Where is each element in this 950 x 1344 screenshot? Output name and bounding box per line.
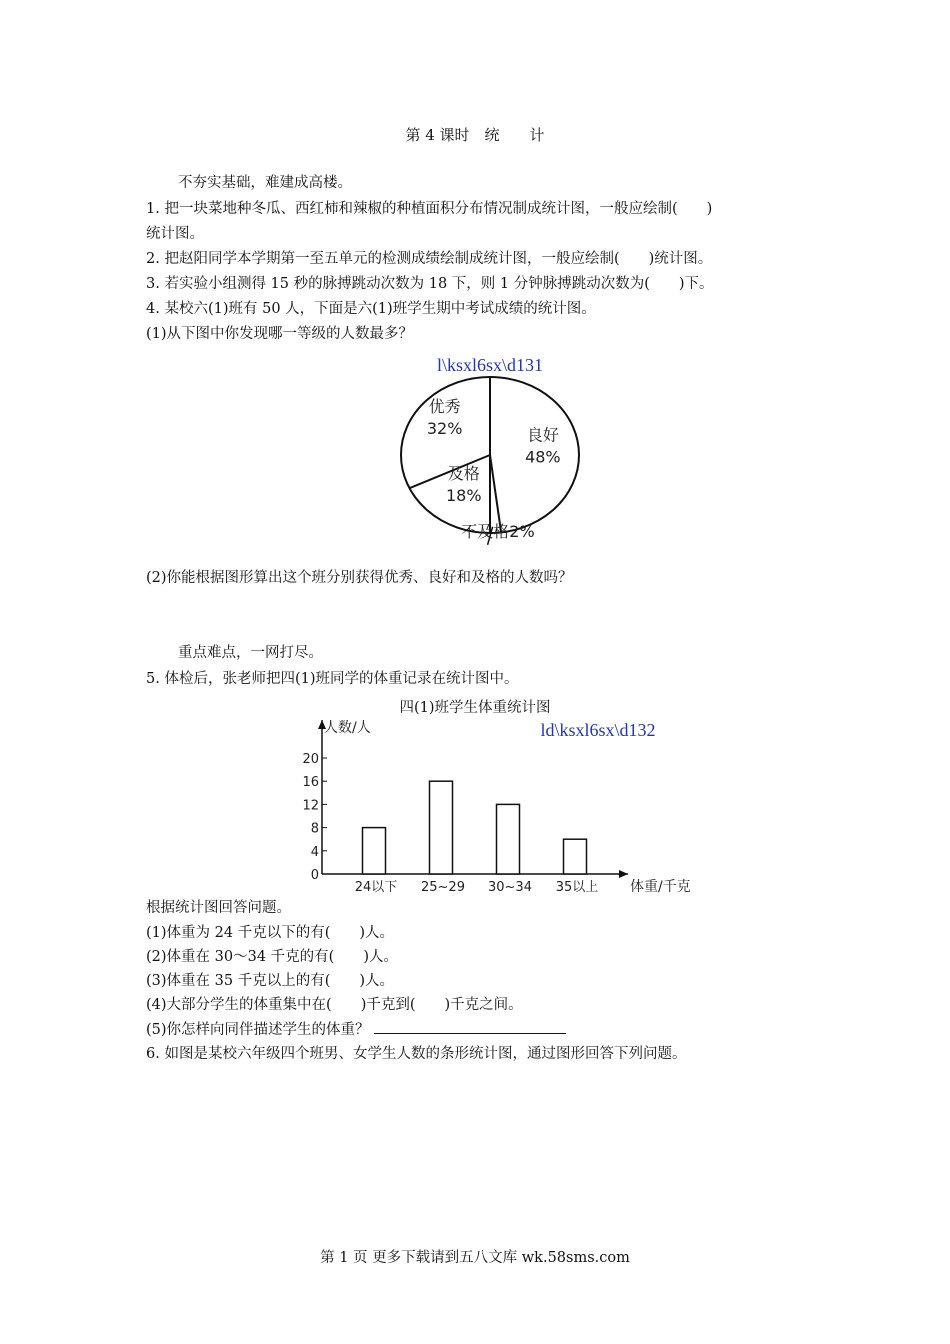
section-heading-key-points: 重点难点，一网打尽。	[178, 645, 323, 661]
pie-label-1-2: 32%	[426, 419, 463, 439]
pie-label-3-2: 18%	[445, 486, 482, 506]
question-5-part-3: (3)体重在 35 千克以上的有( )人。	[146, 973, 395, 989]
pie-slice-border-4	[490, 455, 501, 532]
question-5-part-4: (4)大部分学生的体重集中在( )千克到( )千克之间。	[146, 997, 523, 1013]
question-3: 3. 若实验小组测得 15 秒的脉搏跳动次数为 18 下，则 1 分钟脉搏跳动次数为( )下。	[146, 276, 714, 292]
x-axis-label: 体重/千克	[630, 879, 691, 895]
x-tick-label-1: 24以下	[354, 880, 398, 895]
bar-chart-title: 四(1)班学生体重统计图	[399, 700, 551, 716]
pie-label-2-1: 良好	[526, 425, 559, 445]
y-axis-label: 人数/人	[324, 720, 371, 736]
question-4-part-2: (2)你能根据图形算出这个班分别获得优秀、良好和及格的人数吗？	[146, 570, 573, 586]
question-4: 4. 某校六(1)班有 50 人，下面是六(1)班学生期中考试成绩的统计图。	[146, 301, 596, 317]
question-5-part-2: (2)体重在 30～34 千克的有( )人。	[146, 949, 398, 965]
x-tick-label-3: 30~34	[488, 880, 532, 895]
bar-chart-code: ld\ksxl6sx\d132	[540, 720, 656, 740]
y-tick-label-4: 4	[310, 844, 319, 860]
pie-label-3-1: 及格	[447, 464, 480, 484]
x-tick-label-2: 25~29	[421, 880, 465, 895]
question-1-line-2: 统计图。	[146, 226, 204, 242]
bar-3	[497, 804, 520, 874]
bar-2	[430, 781, 453, 874]
question-5-intro: 根据统计图回答问题。	[146, 900, 291, 916]
y-tick-label-16: 16	[302, 775, 319, 791]
x-tick-label-4: 35以上	[555, 880, 599, 895]
y-tick-label-8: 8	[310, 821, 319, 837]
y-tick-label-0: 0	[310, 868, 319, 883]
pie-chart-code: l\ksxl6sx\d131	[436, 355, 544, 375]
x-axis-arrow	[619, 870, 628, 878]
pie-chart	[360, 345, 620, 545]
question-2: 2. 把赵阳同学本学期第一至五单元的检测成绩绘制成统计图，一般应绘制( )统计图。	[146, 251, 713, 267]
answer-blank-line[interactable]	[374, 1019, 566, 1034]
y-tick-label-20: 20	[302, 752, 319, 767]
section-heading-basics: 不夯实基础，难建成高楼。	[178, 175, 352, 191]
question-4-part-1: (1)从下图中你发现哪一等级的人数最多？	[146, 326, 414, 342]
question-6: 6. 如图是某校六年级四个班男、女学生人数的条形统计图，通过图形回答下列问题。	[146, 1046, 687, 1062]
question-5-part-5-text: (5)你怎样向同伴描述学生的体重？	[146, 1022, 370, 1038]
question-5-part-5	[146, 1019, 566, 1040]
question-5-part-1: (1)体重为 24 千克以下的有( )人。	[146, 925, 395, 941]
pie-label-2-2: 48%	[525, 447, 561, 467]
bar-1	[363, 828, 386, 874]
question-5: 5. 体检后，张老师把四(1)班同学的体重记录在统计图中。	[146, 671, 519, 687]
pie-label-1-1: 优秀	[428, 397, 461, 417]
question-1-line-1: 1. 把一块菜地种冬瓜、西红柿和辣椒的种植面积分布情况制成统计图，一般应绘制( )	[146, 201, 713, 217]
bar-chart	[280, 714, 700, 896]
y-tick-label-12: 12	[302, 798, 319, 814]
page-title: 第 4 课时 统 计	[405, 126, 545, 144]
bar-4	[564, 839, 587, 874]
page-footer: 第 1 页 更多下载请到五八文库 wk.58sms.com	[320, 1250, 630, 1266]
pie-label-4: 不及格2%	[461, 522, 535, 541]
